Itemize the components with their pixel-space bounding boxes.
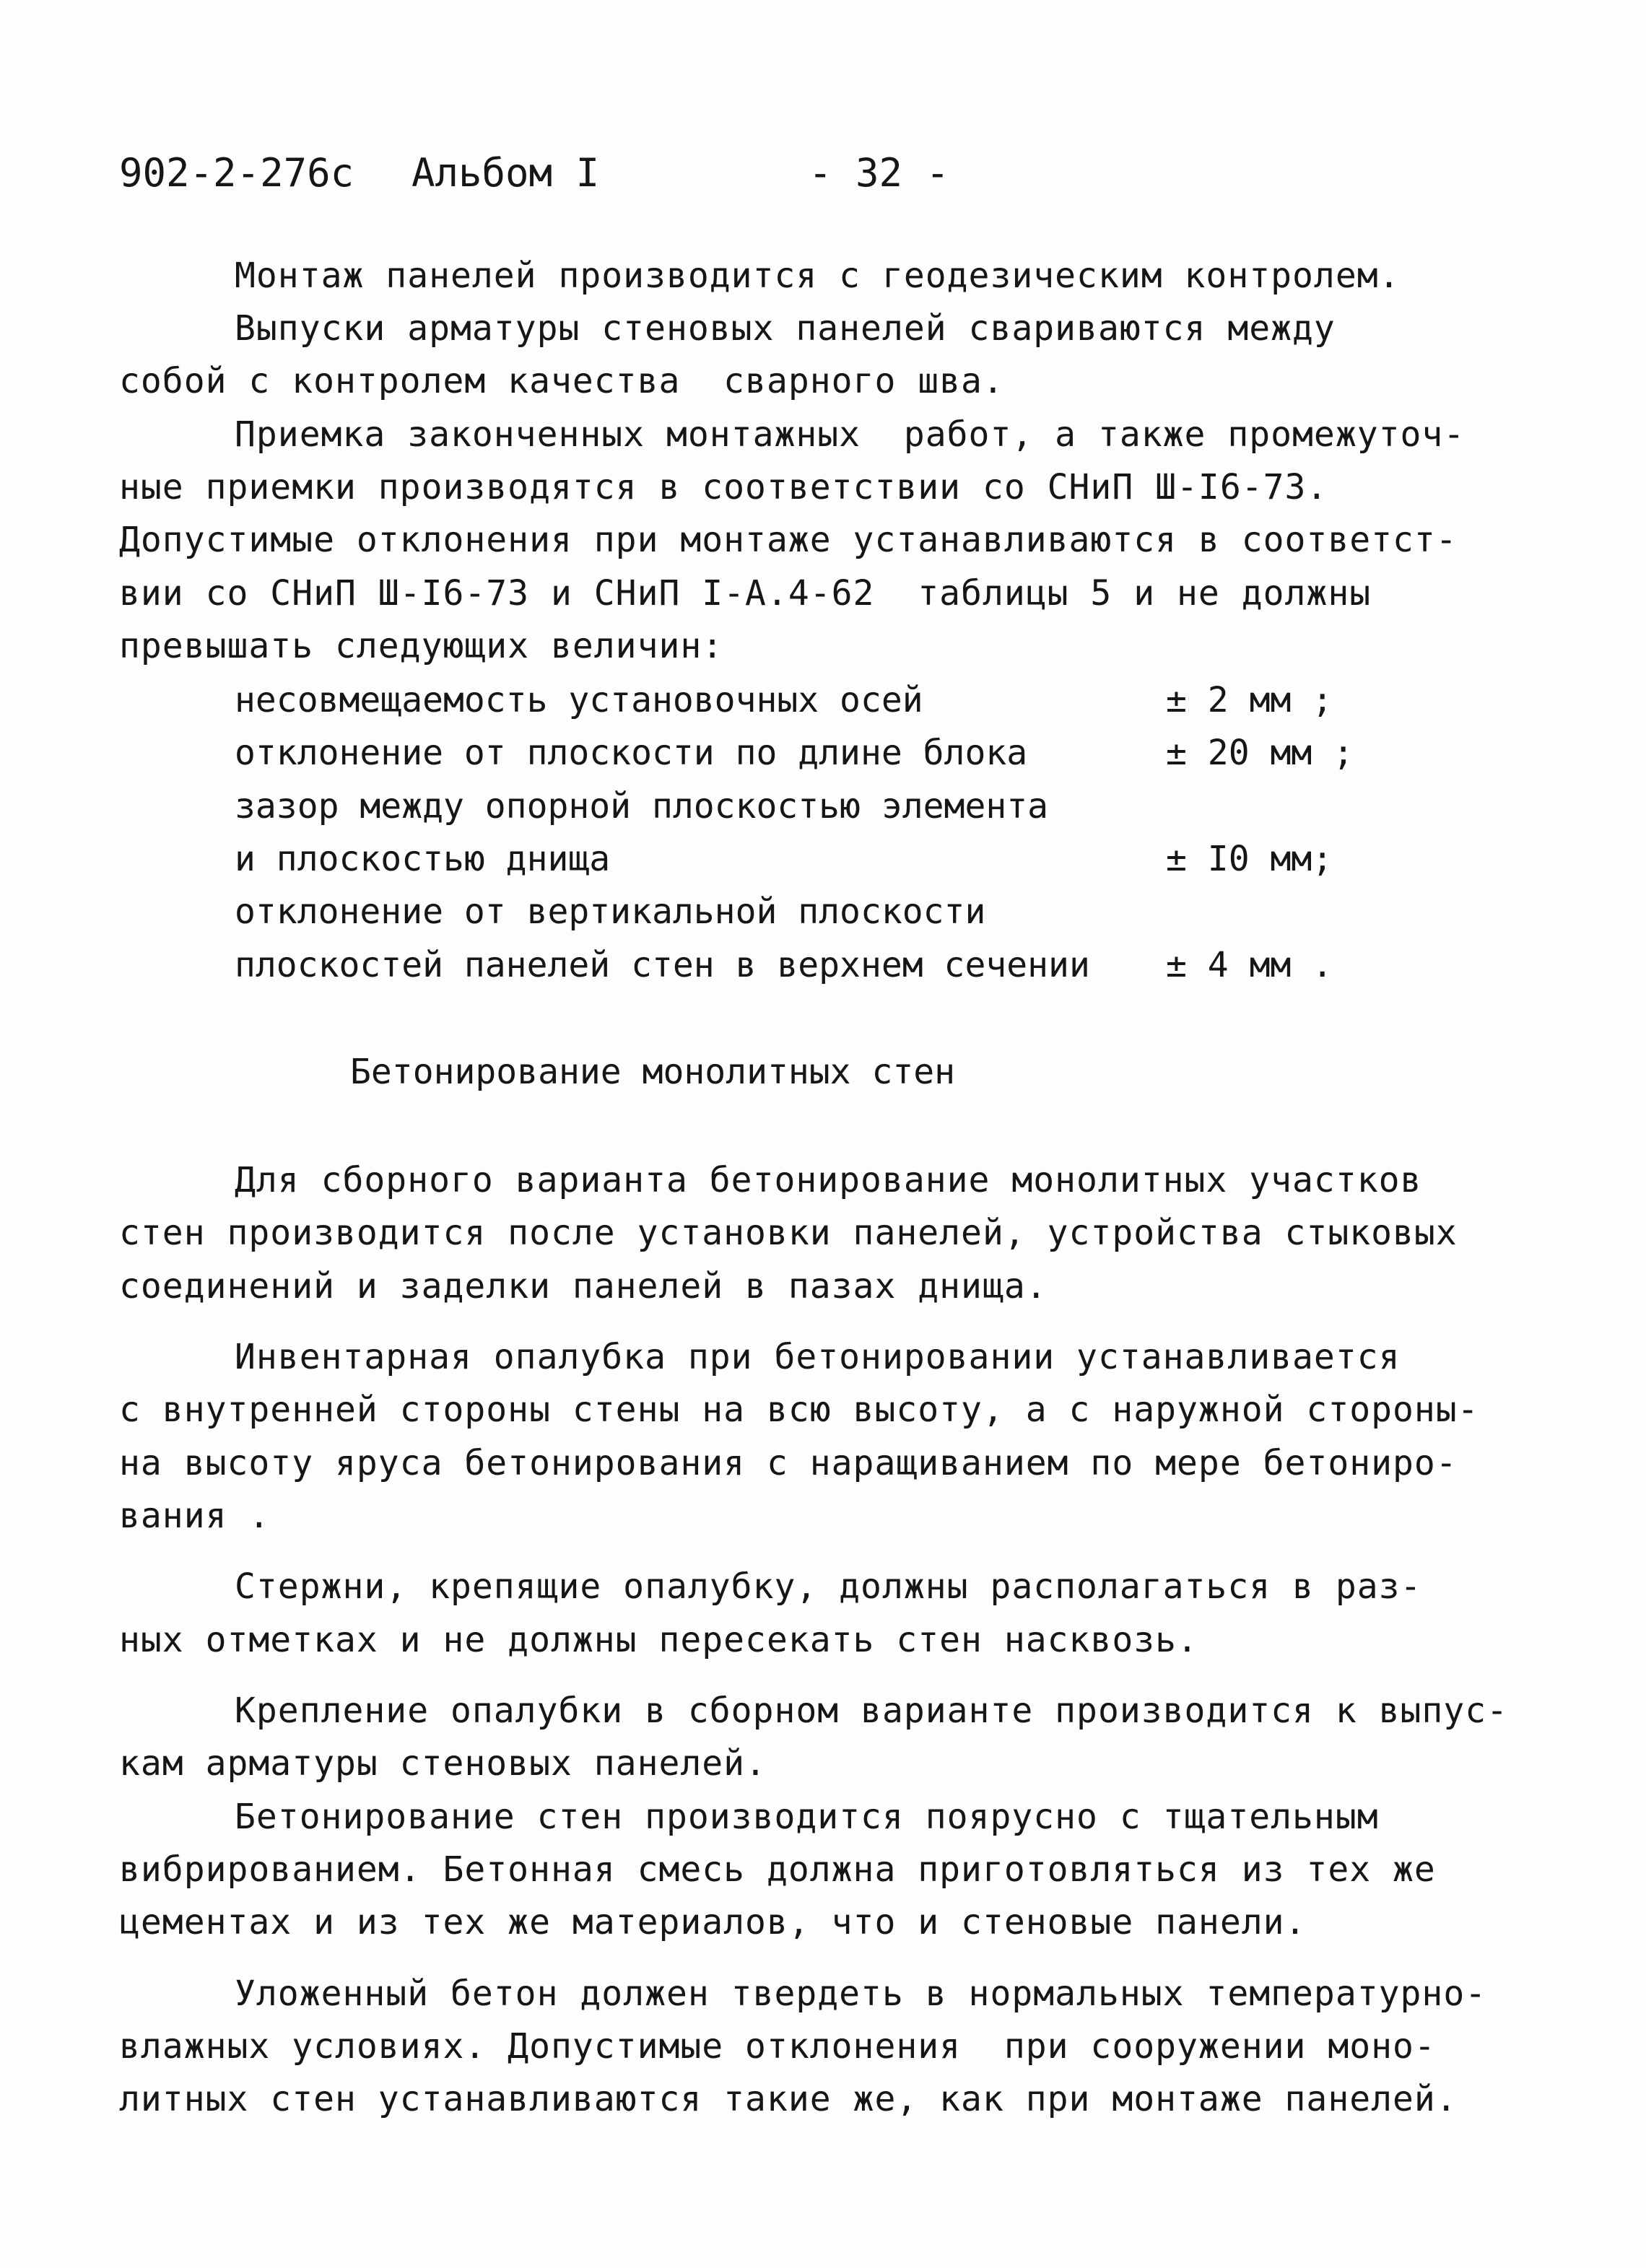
tolerance-value: ± 2 мм ;	[1166, 680, 1333, 720]
text-line: Инвентарная опалубка при бетонировании устанавливается	[235, 1337, 1401, 1377]
tolerance-text: и плоскостью днища	[235, 839, 611, 879]
tolerance-text: отклонение от вертикальной плоскости	[235, 891, 986, 932]
tolerance-text: отклонение от плоскости по длине блока	[235, 733, 1028, 773]
text-line: литных стен устанавливаются такие же, как при монтаже панелей.	[119, 2079, 1458, 2119]
text-line: соединений и заделки панелей в пазах днища.	[119, 1266, 1048, 1307]
text-line: кам арматуры стеновых панелей.	[119, 1743, 767, 1784]
text-line: Монтаж панелей производится с геодезическим контролем.	[235, 256, 1401, 296]
text-line: Допустимые отклонения при монтаже устанавливаются в соответст-	[119, 520, 1458, 560]
tolerance-text: зазор между опорной плоскостью элемента	[235, 786, 1049, 826]
text-line: ных отметках и не должны пересекать стен насквозь.	[119, 1620, 1198, 1660]
text-line: Выпуски арматуры стеновых панелей свариваются между	[235, 308, 1336, 349]
section-heading: Бетонирование монолитных стен	[350, 1052, 956, 1092]
text-line: Крепление опалубки в сборном варианте производится к выпус-	[235, 1691, 1509, 1731]
text-line: вии со СНиП Ш-I6-73 и СНиП I-А.4-62 таблицы 5 и не должны	[119, 573, 1372, 614]
text-line: Стержни, крепящие опалубку, должны располагаться в раз-	[235, 1566, 1422, 1607]
text-line: Бетонирование стен производится поярусно с тщательным	[235, 1797, 1379, 1837]
text-line: Приемка законченных монтажных работ, а также промежуточ-	[235, 414, 1466, 455]
text-line: собой с контролем качества сварного шва.	[119, 361, 1004, 401]
page-header	[119, 148, 1491, 199]
tolerance-value: ± 4 мм .	[1166, 945, 1333, 985]
tolerance-text: несовмещаемость установочных осей	[235, 680, 923, 720]
tolerance-text: плоскостей панелей стен в верхнем сечении	[235, 945, 1090, 985]
text-line: превышать следующих величин:	[119, 626, 724, 666]
text-line: на высоту яруса бетонирования с наращиванием по мере бетониро-	[119, 1443, 1458, 1483]
tolerance-value: ± I0 мм;	[1166, 839, 1333, 879]
text-line: цементах и из тех же материалов, что и стеновые панели.	[119, 1902, 1307, 1942]
text-line: с внутренней стороны стены на всю высоту, а с наружной стороны-	[119, 1390, 1479, 1430]
text-line: Для сборного варианта бетонирование монолитных участков	[235, 1160, 1422, 1200]
text-line: Уложенный бетон должен твердеть в нормальных температурно-	[235, 1973, 1487, 2014]
text-line: стен производится после установки панелей, устройства стыковых	[119, 1213, 1458, 1253]
tolerance-value: ± 20 мм ;	[1166, 733, 1354, 773]
text-line: ные приемки производятся в соответствии со СНиП Ш-I6-73.	[119, 467, 1328, 507]
album-label: Альбом I	[412, 150, 600, 196]
page-number: - 32 -	[809, 150, 950, 196]
text-line: вибрированием. Бетонная смесь должна приготовляться из тех же	[119, 1849, 1436, 1890]
text-line: вания .	[119, 1496, 271, 1536]
document-number: 902-2-276с	[119, 150, 354, 196]
text-line: влажных условиях. Допустимые отклонения при сооружении моно-	[119, 2026, 1436, 2067]
